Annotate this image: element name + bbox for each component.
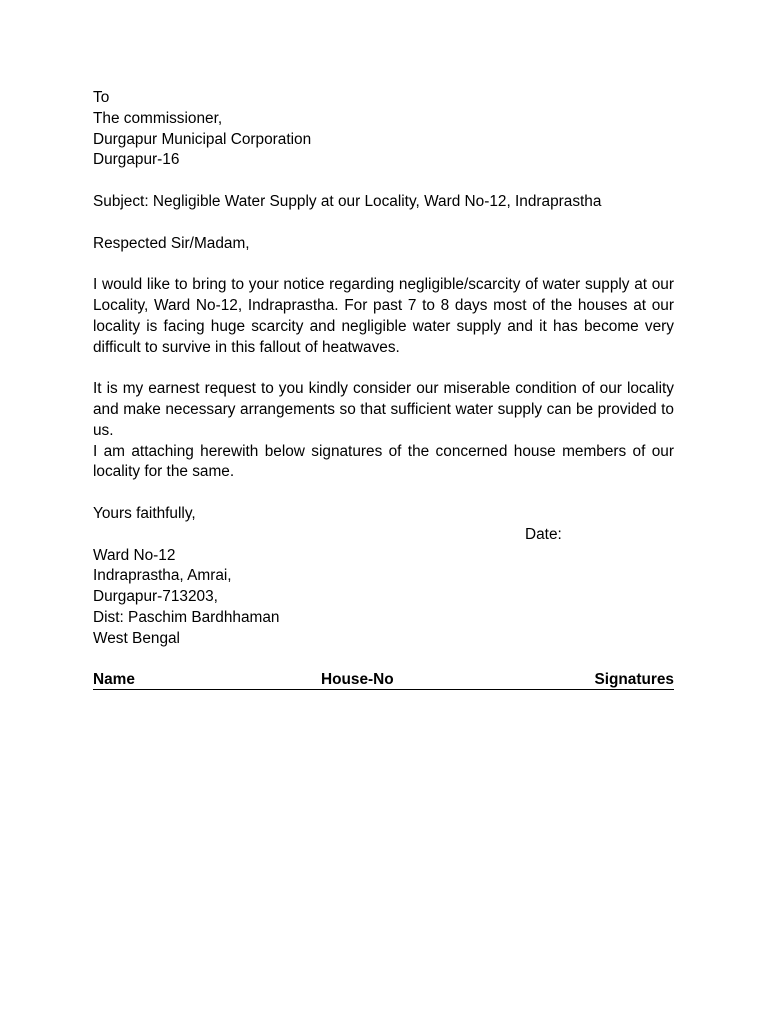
address-line: Dist: Paschim Bardhhaman bbox=[93, 608, 280, 626]
closing: Yours faithfully, bbox=[93, 504, 196, 522]
column-header-house-no: House-No bbox=[321, 671, 394, 689]
recipient-organization: Durgapur Municipal Corporation bbox=[93, 130, 312, 148]
address-line: Ward No-12 bbox=[93, 546, 176, 564]
body-paragraph-3: I am attaching herewith below signatures of the concerned house members of our locality for the same. bbox=[93, 442, 674, 481]
recipient-city: Durgapur-16 bbox=[93, 151, 180, 169]
column-header-signatures: Signatures bbox=[594, 671, 674, 689]
recipient-title: The commissioner, bbox=[93, 109, 223, 127]
body-paragraph-1: I would like to bring to your notice regarding negligible/scarcity of water supply at our Locality, Ward No-12, Indraprastha. For past 7 to 8 days most of the houses at our locality is facing huge scarcity and negligible water supply and it has become very difficult to survive in this fallout of heatwaves. bbox=[93, 276, 674, 356]
body-paragraph-2: It is my earnest request to you kindly consider our miserable condition of our locality and make necessary arrangements so that sufficient water supply can be provided to us. bbox=[93, 380, 674, 439]
recipient-to: To bbox=[93, 89, 110, 106]
address-line: Durgapur-713203, bbox=[93, 588, 218, 606]
signature-table-header bbox=[93, 670, 674, 690]
salutation: Respected Sir/Madam, bbox=[93, 234, 250, 252]
column-header-name: Name bbox=[93, 671, 135, 689]
date-label: Date: bbox=[525, 525, 562, 543]
recipient-block bbox=[93, 88, 674, 171]
sender-address bbox=[93, 546, 674, 650]
letter-content bbox=[93, 88, 674, 690]
subject-line: Subject: Negligible Water Supply at our Locality, Ward No-12, Indraprastha bbox=[93, 192, 602, 210]
address-line: West Bengal bbox=[93, 629, 180, 647]
address-line: Indraprastha, Amrai, bbox=[93, 567, 232, 585]
